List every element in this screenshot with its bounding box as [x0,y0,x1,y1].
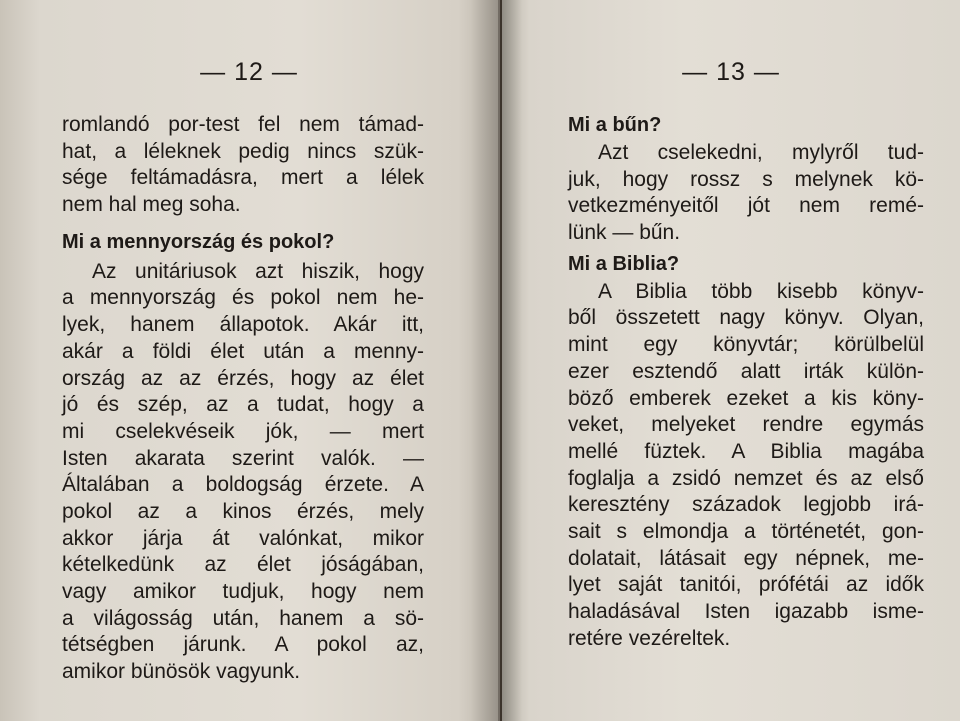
text-line: Isten akarata szerint valók. — [62,446,424,470]
text-line: vagy amikor tudjuk, hogy nem [62,580,424,603]
text-line: romlandó por-test fel nem támad- [62,113,424,136]
page-number-left: — 12 — [200,58,298,86]
text-line: sége feltámadásra, mert a lélek [62,166,424,190]
text-line: lyet saját tanitói, prófétái az idők [568,573,924,597]
text-line: a mennyország és pokol nem he- [62,286,424,310]
right-page [502,0,960,721]
text-line: A Biblia több kisebb könyv- [598,279,924,303]
text-line: böző emberek ezeket a kis köny- [568,386,924,410]
text-line: jó és szép, az a tudat, hogy a [62,393,424,417]
text-line: hat, a léleknek pedig nincs szük- [62,139,424,163]
page-number-right: — 13 — [682,58,780,86]
text-line: ből összetett nagy könyv. Olyan, [568,306,924,330]
text-line: retére vezéreltek. [568,626,731,650]
text-line: ezer esztendő alatt irták külön- [568,359,924,383]
text-line: mellé füztek. A Biblia magába [568,439,924,463]
text-line: Általában a boldogság érzete. A [62,473,424,497]
text-line: a világosság után, hanem a sö- [62,606,424,630]
section-heading: Mi a bűn? [568,114,662,136]
text-line: veket, melyeket rendre egymás [568,413,924,437]
text-line: vetkezményeitől jót nem remé- [568,194,924,218]
text-line: sait s elmondja a történetét, gon- [568,519,924,543]
text-line: kételkedünk az élet jóságában, [62,553,424,577]
text-line: akár a földi élet után a menny- [62,339,424,363]
text-line: pokol az a kinos érzés, mely [62,499,424,523]
text-line: lyek, hanem állapotok. Akár itt, [62,313,424,337]
section-heading: Mi a mennyország és pokol? [62,230,335,253]
text-line: Azt cselekedni, mylyről tud- [598,141,924,164]
text-line: haladásával Isten igazabb isme- [568,600,924,623]
text-line: foglalja a zsidó nemzet és az első [568,466,924,490]
left-text-block [62,112,424,686]
text-line: akkor járja át valónkat, mikor [62,526,424,550]
text-line: Az unitáriusok azt hiszik, hogy [92,259,424,283]
text-line: nem hal meg soha. [62,193,241,217]
text-line: tétségben járunk. A pokol az, [62,633,424,657]
text-line: amikor bünösök vagyunk. [62,660,301,684]
text-line: lünk — bűn. [568,221,681,245]
text-line: keresztény századok legjobb irá- [568,493,924,517]
text-line: mint egy könyvtár; körülbelül [568,333,924,357]
section-heading: Mi a Biblia? [568,252,680,275]
text-line: dolatait, látásait egy népnek, me- [568,546,924,570]
right-text-block [568,108,924,652]
text-line: juk, hogy rossz s melynek kö- [568,167,924,191]
text-line: ország az az érzés, hogy az élet [62,366,424,390]
text-line: mi cselekvéseik jók, — mert [62,419,424,443]
